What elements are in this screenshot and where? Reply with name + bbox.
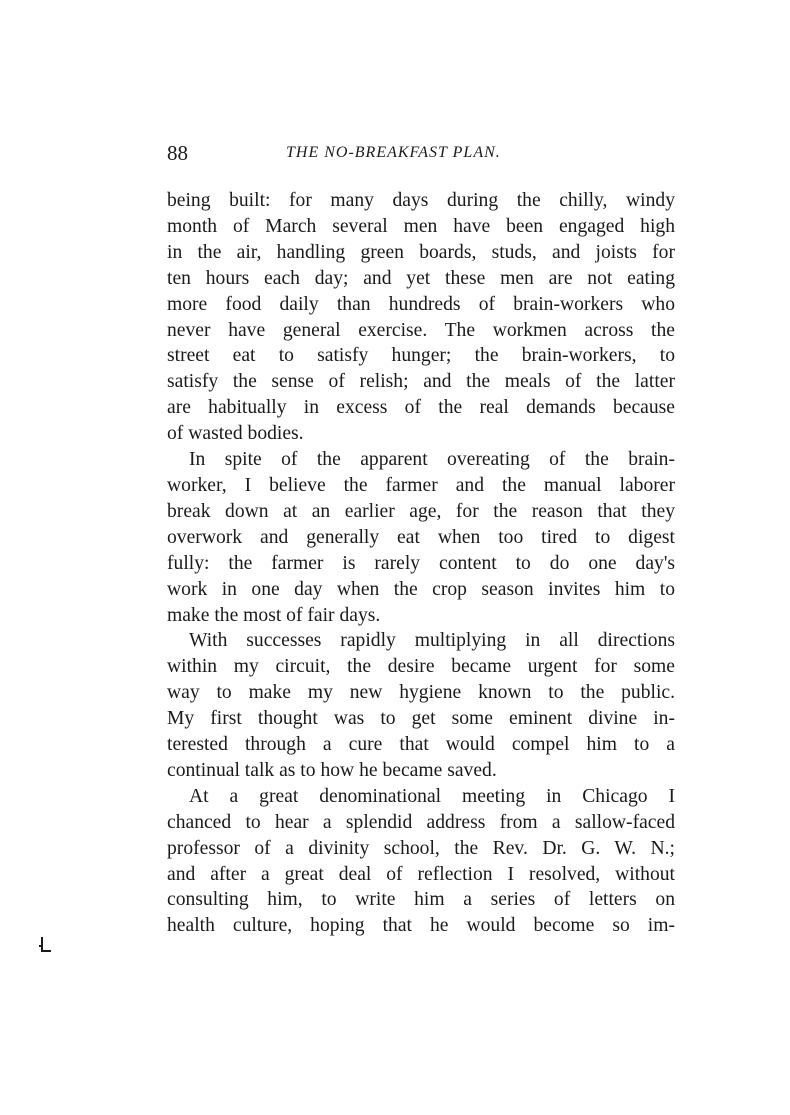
text-line: work in one day when the crop season invites him to	[167, 578, 675, 600]
paragraph-2	[167, 447, 675, 628]
text-line: month of March several men have been engaged high	[167, 215, 675, 237]
text-line: way to make my new hygiene known to the public.	[167, 682, 675, 704]
text-line: ten hours each day; and yet these men are not eating	[167, 267, 675, 289]
text-line: being built: for many days during the chilly, windy	[167, 190, 675, 211]
text-line: and after a great deal of reflection I resolved, without	[167, 863, 675, 885]
paragraph-3	[167, 628, 675, 783]
paragraph-4	[167, 784, 675, 939]
text-line: worker, I believe the farmer and the manual laborer	[167, 474, 675, 496]
text-line: more food daily than hundreds of brain-workers who	[167, 293, 675, 315]
text-line: professor of a divinity school, the Rev. Dr. G. W. N.;	[167, 837, 675, 859]
running-head	[167, 139, 675, 167]
text-line: My first thought was to get some eminent divine in-	[167, 708, 675, 730]
text-line: never have general exercise. The workmen across the	[167, 319, 675, 341]
text-line: satisfy the sense of relish; and the meals of the latter	[167, 371, 675, 393]
text-line: of wasted bodies.	[167, 423, 304, 445]
margin-mark-icon	[37, 936, 53, 954]
text-line: break down at an earlier age, for the reason that they	[167, 500, 675, 522]
text-line: With successes rapidly multiplying in all directions	[189, 630, 675, 652]
text-line: within my circuit, the desire became urgent for some	[167, 656, 675, 678]
text-line: fully: the farmer is rarely content to do one day's	[167, 552, 675, 574]
text-line: In spite of the apparent overeating of the brain-	[189, 449, 675, 471]
text-line: overwork and generally eat when too tired to digest	[167, 526, 675, 548]
text-line: At a great denominational meeting in Chicago I	[189, 785, 675, 807]
body-text	[167, 188, 675, 939]
text-line: terested through a cure that would compel him to a	[167, 734, 675, 756]
text-line: health culture, hoping that he would become so im-	[167, 915, 675, 937]
text-line: continual talk as to how he became saved.	[167, 759, 497, 781]
text-line: chanced to hear a splendid address from a sallow-faced	[167, 811, 675, 833]
text-line: consulting him, to write him a series of letters on	[167, 889, 675, 911]
text-line: in the air, handling green boards, studs, and joists for	[167, 241, 675, 263]
text-line: are habitually in excess of the real demands because	[167, 397, 675, 419]
text-line: street eat to satisfy hunger; the brain-workers, to	[167, 345, 675, 367]
text-line: make the most of fair days.	[167, 604, 381, 626]
paragraph-1	[167, 188, 675, 447]
page-number: 88	[167, 141, 188, 165]
running-title: THE NO-BREAKFAST PLAN.	[286, 144, 501, 161]
